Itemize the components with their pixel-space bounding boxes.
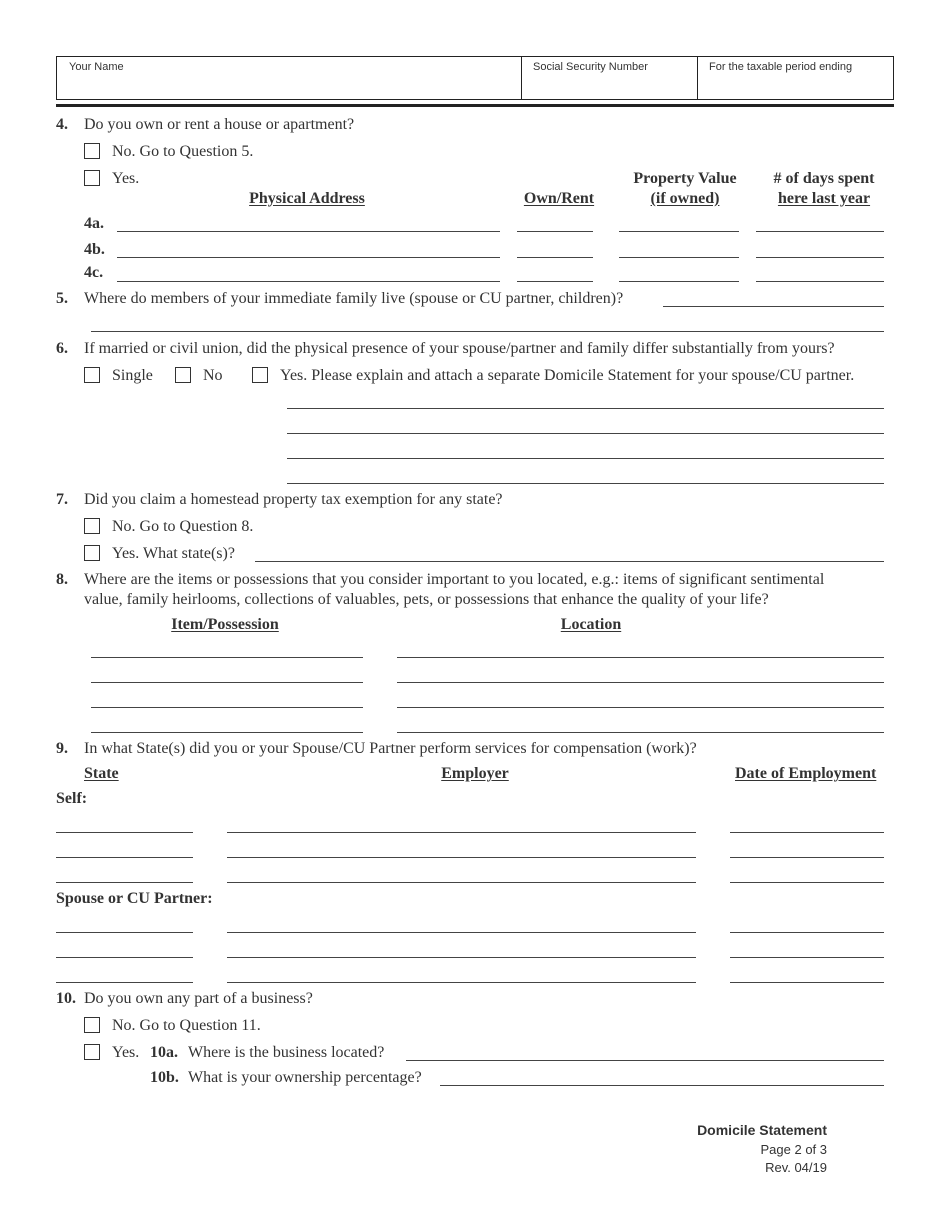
q8-col-item: Item/Possession	[171, 616, 279, 633]
q9-self-date-line[interactable]	[730, 857, 884, 858]
q4-col-own-rent: Own/Rent	[523, 190, 595, 207]
q9-col-employer: Employer	[441, 765, 509, 782]
q8-location-line[interactable]	[397, 732, 884, 733]
q7-yes-checkbox[interactable]	[84, 545, 100, 561]
q9-spouse-employer-line[interactable]	[227, 982, 696, 983]
header-rule	[56, 104, 894, 107]
q8-location-line[interactable]	[397, 657, 884, 658]
q4-col-value-2: (if owned)	[650, 190, 720, 207]
q4b-value-line[interactable]	[619, 257, 739, 258]
q9-spouse-state-line[interactable]	[56, 982, 193, 983]
your-name-field[interactable]	[57, 57, 521, 99]
q7-yes-label: Yes. What state(s)?	[112, 545, 235, 562]
q9-number: 9.	[56, 740, 68, 757]
q9-self-employer-line[interactable]	[227, 832, 696, 833]
q7-number: 7.	[56, 491, 68, 508]
q6-yes-label: Yes. Please explain and attach a separate Domicile Statement for your spouse/CU partner.	[280, 367, 855, 384]
q9-spouse-date-line[interactable]	[730, 932, 884, 933]
q4c-label: 4c.	[84, 264, 104, 281]
q9-self-date-line[interactable]	[730, 882, 884, 883]
q6-explain-line[interactable]	[287, 458, 884, 459]
q6-no-label: No	[203, 367, 223, 384]
q9-self-label: Self:	[56, 790, 88, 807]
q10a-location-line[interactable]	[406, 1060, 884, 1061]
q9-self-employer-line[interactable]	[227, 882, 696, 883]
q4a-own-rent-line[interactable]	[517, 231, 593, 232]
q9-spouse-employer-line[interactable]	[227, 957, 696, 958]
q6-no-checkbox[interactable]	[175, 367, 191, 383]
q4-no-checkbox[interactable]	[84, 143, 100, 159]
q8-item-line[interactable]	[91, 732, 363, 733]
q4b-label: 4b.	[84, 241, 105, 258]
q6-explain-line[interactable]	[287, 483, 884, 484]
q8-location-line[interactable]	[397, 682, 884, 683]
q10-number: 10.	[56, 990, 76, 1007]
taxable-period-field[interactable]	[697, 57, 893, 99]
q9-spouse-employer-line[interactable]	[227, 932, 696, 933]
q9-spouse-date-line[interactable]	[730, 982, 884, 983]
q4b-days-line[interactable]	[756, 257, 884, 258]
q10-no-label: No. Go to Question 11.	[112, 1017, 261, 1034]
ssn-label: Social Security Number	[533, 61, 648, 73]
q4a-value-line[interactable]	[619, 231, 739, 232]
q7-no-checkbox[interactable]	[84, 518, 100, 534]
q6-single-label: Single	[112, 367, 153, 384]
q4b-own-rent-line[interactable]	[517, 257, 593, 258]
q6-yes-checkbox[interactable]	[252, 367, 268, 383]
q9-self-employer-line[interactable]	[227, 857, 696, 858]
q6-explain-line[interactable]	[287, 408, 884, 409]
q9-spouse-date-line[interactable]	[730, 957, 884, 958]
q5-answer-line[interactable]	[663, 306, 884, 307]
q5-text: Where do members of your immediate family live (spouse or CU partner, children)?	[84, 290, 624, 307]
q4c-own-rent-line[interactable]	[517, 281, 593, 282]
footer-rev: Rev. 04/19	[765, 1160, 827, 1175]
q9-self-state-line[interactable]	[56, 882, 193, 883]
q10-yes-label: Yes.	[112, 1044, 140, 1061]
q9-spouse-state-line[interactable]	[56, 957, 193, 958]
q4c-days-line[interactable]	[756, 281, 884, 282]
q8-text-1: Where are the items or possessions that you consider important to you located, e.g.: items of significant sentimental	[84, 571, 825, 588]
q10-yes-checkbox[interactable]	[84, 1044, 100, 1060]
q4b-address-line[interactable]	[117, 257, 500, 258]
ssn-field[interactable]	[521, 57, 697, 99]
q7-states-line[interactable]	[255, 561, 884, 562]
q10b-number: 10b.	[150, 1069, 179, 1086]
footer-title: Domicile Statement	[697, 1122, 827, 1138]
q8-location-line[interactable]	[397, 707, 884, 708]
q10-text: Do you own any part of a business?	[84, 990, 313, 1007]
q9-spouse-state-line[interactable]	[56, 932, 193, 933]
q8-text-2: value, family heirlooms, collections of valuables, pets, or possessions that enhance the quality of your life?	[84, 591, 769, 608]
q6-number: 6.	[56, 340, 68, 357]
q10b-percentage-line[interactable]	[440, 1085, 884, 1086]
q9-spouse-label: Spouse or CU Partner:	[56, 890, 213, 907]
q4c-address-line[interactable]	[117, 281, 500, 282]
q4-col-address: Physical Address	[249, 190, 365, 207]
q8-number: 8.	[56, 571, 68, 588]
q8-item-line[interactable]	[91, 657, 363, 658]
q10b-text: What is your ownership percentage?	[188, 1069, 422, 1086]
q4-number: 4.	[56, 116, 68, 133]
q4-col-value-1: Property Value	[633, 170, 737, 187]
q9-self-date-line[interactable]	[730, 832, 884, 833]
q4-col-days-1: # of days spent	[773, 170, 875, 187]
q7-no-label: No. Go to Question 8.	[112, 518, 254, 535]
q10-no-checkbox[interactable]	[84, 1017, 100, 1033]
q9-col-date: Date of Employment	[735, 765, 877, 782]
q4-yes-checkbox[interactable]	[84, 170, 100, 186]
q4c-value-line[interactable]	[619, 281, 739, 282]
taxable-period-label: For the taxable period ending	[709, 61, 853, 73]
q4a-days-line[interactable]	[756, 231, 884, 232]
q6-text: If married or civil union, did the physical presence of your spouse/partner and family differ substantially from yours?	[84, 340, 835, 357]
q4-no-label: No. Go to Question 5.	[112, 143, 254, 160]
q4-text: Do you own or rent a house or apartment?	[84, 116, 355, 133]
q9-col-state: State	[84, 765, 119, 782]
q6-single-checkbox[interactable]	[84, 367, 100, 383]
q5-number: 5.	[56, 290, 68, 307]
q8-item-line[interactable]	[91, 682, 363, 683]
q4-col-days-2: here last year	[777, 190, 871, 207]
q9-self-state-line[interactable]	[56, 832, 193, 833]
q8-col-location: Location	[560, 616, 622, 633]
q10a-text: Where is the business located?	[188, 1044, 385, 1061]
q4-yes-label: Yes.	[112, 170, 140, 187]
q8-item-line[interactable]	[91, 707, 363, 708]
q9-text: In what State(s) did you or your Spouse/CU Partner perform services for compensation (work)?	[84, 740, 697, 757]
q4a-address-line[interactable]	[117, 231, 500, 232]
header-box	[56, 56, 894, 100]
q6-explain-line[interactable]	[287, 433, 884, 434]
footer-page: Page 2 of 3	[760, 1142, 827, 1157]
q9-self-state-line[interactable]	[56, 857, 193, 858]
q4a-label: 4a.	[84, 215, 104, 232]
q7-text: Did you claim a homestead property tax exemption for any state?	[84, 491, 503, 508]
q10a-number: 10a.	[150, 1044, 178, 1061]
q5-answer-line-2[interactable]	[91, 331, 884, 332]
your-name-label: Your Name	[69, 61, 124, 73]
